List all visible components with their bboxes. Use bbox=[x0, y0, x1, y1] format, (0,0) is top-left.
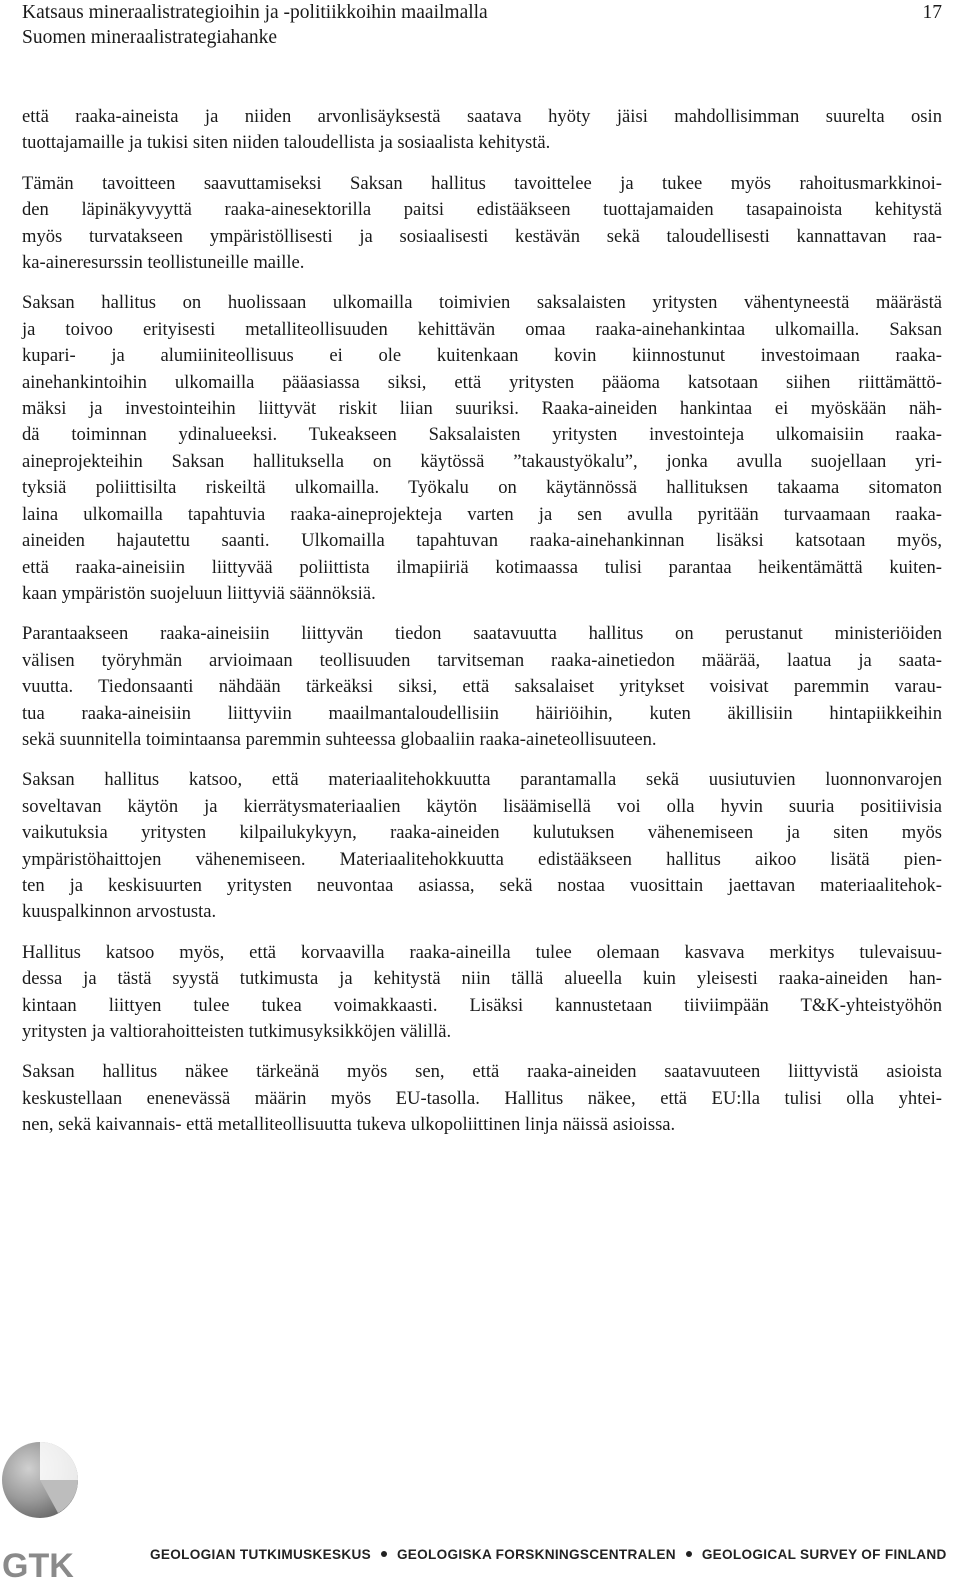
text-line: ja toivoo erityisesti metalliteollisuuden kehittävän omaa raaka-ainehankintaa ulkomailla. Saksan bbox=[22, 318, 942, 340]
header-title: Katsaus mineraalistrategioihin ja -politiikkoihin maailmalla bbox=[22, 2, 488, 23]
text-line: aineprojekteihin Saksan hallituksella on käytössä ”takaustyökalu”, jonka avulla suojellaan yri- bbox=[22, 450, 942, 472]
paragraph bbox=[22, 621, 942, 753]
text-line: kaan ympäristön suojeluun liittyviä säännöksiä. bbox=[22, 582, 376, 604]
svg-text:GTK: GTK bbox=[2, 1547, 74, 1583]
document-body bbox=[22, 104, 942, 1153]
text-line: tuottajamaille ja tukisi siten niiden taloudellista ja sosiaalista kehitystä. bbox=[22, 132, 551, 154]
paragraph bbox=[22, 104, 942, 157]
text-line: vuutta. Tiedonsaanti nähdään tärkeäksi siksi, että saksalaiset yritykset voisivat paremmin varau- bbox=[22, 676, 942, 698]
paragraph bbox=[22, 767, 942, 925]
bullet-icon bbox=[686, 1551, 692, 1557]
text-line: mäksi ja investointeihin liittyvät riskit liian suuriksi. Raaka-aineiden hankintaa ei myöskään näh- bbox=[22, 398, 942, 420]
bullet-icon bbox=[381, 1551, 387, 1557]
text-line: välisen työryhmän arvioimaan teollisuuden tarvitseman raaka-ainetiedon määrää, laatua ja saata- bbox=[22, 649, 942, 671]
text-line: dä toiminnan ydinalueeksi. Tukeakseen Saksalaisten yritysten investointeja ulkomaisiin raaka- bbox=[22, 424, 942, 446]
text-line: sekä suunnitella toimintaansa paremmin suhteessa globaaliin raaka-aineteollisuuteen. bbox=[22, 728, 657, 750]
paragraph bbox=[22, 1059, 942, 1138]
footer-org-fi: GEOLOGIAN TUTKIMUSKESKUS bbox=[150, 1547, 371, 1562]
text-line: den läpinäkyvyyttä raaka-ainesektorilla paitsi edistääkseen tuottajamaiden tasapainoista kehitystä bbox=[22, 199, 942, 221]
paragraph bbox=[22, 290, 942, 607]
footer-organization bbox=[150, 1547, 947, 1562]
text-line: ainehankintoihin ulkomailla pääasiassa siksi, että yritysten pääoma katsotaan siihen riittämättö- bbox=[22, 371, 942, 393]
text-line: ympäristöhaittojen vähenemiseen. Materiaalitehokkuutta edistääkseen hallitus aikoo lisätä pien- bbox=[22, 848, 942, 870]
page-number: 17 bbox=[922, 2, 942, 23]
text-line: Saksan hallitus näkee tärkeänä myös sen, että raaka-aineiden saatavuuteen liittyvistä asioista bbox=[22, 1061, 942, 1083]
text-line: vaikutuksia yritysten kilpailukykyyn, raaka-aineiden kulutuksen vähenemiseen ja siten myös bbox=[22, 822, 942, 844]
page-header bbox=[22, 0, 942, 52]
text-line: keskustellaan enenevässä määrin myös EU-tasolla. Hallitus näkee, että EU:lla tulisi olla yhtei- bbox=[22, 1087, 942, 1109]
text-line: Saksan hallitus katsoo, että materiaalitehokkuutta parantamalla sekä uusiutuvien luonnonvarojen bbox=[22, 769, 942, 791]
text-line: Parantaakseen raaka-aineisiin liittyvän tiedon saatavuutta hallitus on perustanut ministeriöiden bbox=[22, 623, 942, 645]
text-line: tua raaka-aineisiin liittyviin maailmantaloudellisiin häiriöihin, kuten äkillisiin hintapiikkeihin bbox=[22, 702, 942, 724]
text-line: Saksan hallitus on huolissaan ulkomailla toimivien saksalaisten yritysten vähentyneestä määrästä bbox=[22, 292, 942, 314]
text-line: tyksiä poliittisilta riskeiltä ulkomailla. Työkalu on käytännössä hallituksen takaama sitomaton bbox=[22, 477, 942, 499]
text-line: yritysten ja valtiorahoitteisten tutkimusyksikköjen välillä. bbox=[22, 1021, 452, 1042]
footer-org-sv: GEOLOGISKA FORSKNINGSCENTRALEN bbox=[396, 1547, 676, 1562]
text-line: ka-aineresurssin teollistuneille maille. bbox=[22, 252, 305, 274]
paragraph bbox=[22, 940, 942, 1046]
text-line: Hallitus katsoo myös, että korvaavilla raaka-aineilla tulee olemaan kasvava merkitys tulevaisuu- bbox=[22, 941, 942, 963]
text-line: myös turvatakseen ympäristöllisesti ja sosiaalisesti kestävän sekä taloudellisesti kannattavan raa- bbox=[22, 225, 942, 247]
text-line: kuuspalkinnon arvostusta. bbox=[22, 901, 217, 923]
text-line: kupari- ja alumiiniteollisuus ei ole kuitenkaan kovin kiinnostunut investoimaan raaka- bbox=[22, 345, 942, 367]
paragraph bbox=[22, 171, 942, 277]
text-line: että raaka-aineisiin liittyvää poliittista ilmapiiriä kotimaassa tulisi parantaa heikentämättä kuiten- bbox=[22, 556, 942, 578]
header-subtitle: Suomen mineraalistrategiahanke bbox=[22, 27, 278, 48]
text-line: ten ja keskisuurten yritysten neuvontaa asiassa, sekä nostaa vuosittain jaettavan materiaalitehok- bbox=[22, 874, 942, 896]
gtk-logo-graphic bbox=[0, 1440, 100, 1583]
text-line: kintaan liittyen tulee tukea voimakkaasti. Lisäksi kannustetaan tiiviimpään T&K-yhteistyöhön bbox=[22, 994, 942, 1016]
gtk-logo bbox=[0, 1440, 100, 1583]
footer-org-en: GEOLOGICAL SURVEY OF FINLAND bbox=[701, 1547, 947, 1562]
text-line: aineiden hajautettu saanti. Ulkomailla tapahtuvan raaka-ainehankinnan lisäksi katsotaan myös, bbox=[22, 530, 942, 552]
text-line: että raaka-aineista ja niiden arvonlisäyksestä saatava hyöty jäisi mahdollisimman suurelta osin bbox=[22, 106, 942, 127]
text-line: dessa ja tästä syystä tutkimusta ja kehitystä niin tällä alueella kuin yleisesti raaka-aineiden han- bbox=[22, 968, 942, 990]
text-line: laina ulkomailla tapahtuvia raaka-aineprojekteja varten ja sen avulla pyritään turvaamaan raaka- bbox=[22, 503, 942, 525]
text-line: nen, sekä kaivannais- että metalliteollisuutta tukeva ulkopoliittinen linja näissä asioissa. bbox=[22, 1114, 676, 1136]
text-line: Tämän tavoitteen saavuttamiseksi Saksan hallitus tavoittelee ja tukee myös rahoitusmarkkinoi- bbox=[22, 172, 942, 194]
text-line: soveltavan käytön ja kierrätysmateriaalien käytön lisäämisellä voi olla hyvin suuria positiivisia bbox=[22, 795, 942, 817]
